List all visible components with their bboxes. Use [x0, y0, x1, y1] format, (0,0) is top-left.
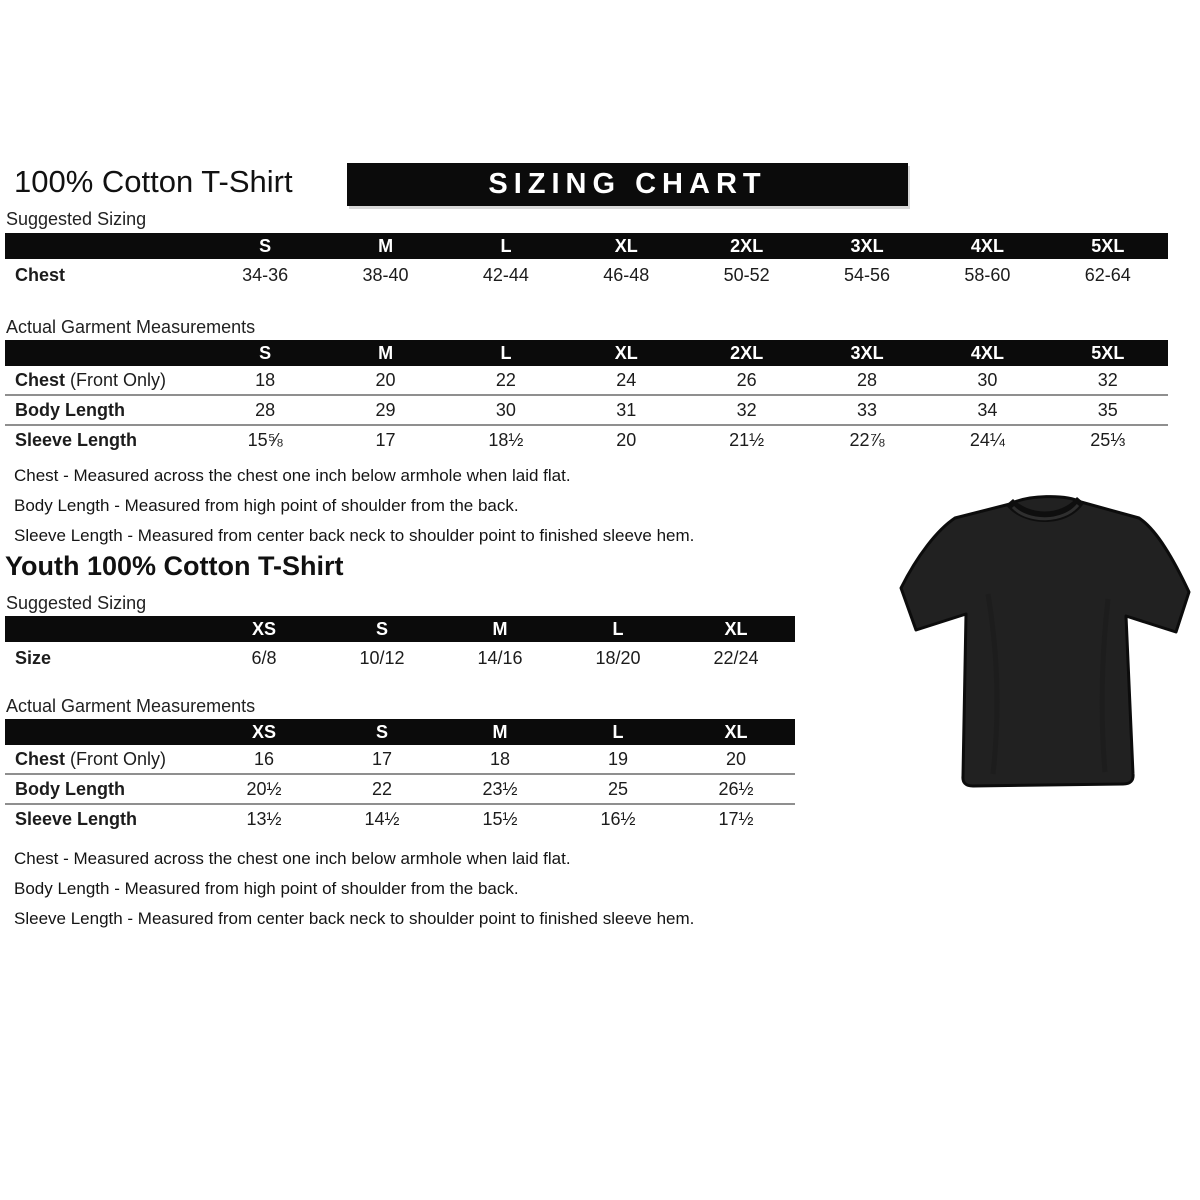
youth-actual-table	[5, 719, 795, 833]
cell-value: 14½	[364, 808, 400, 829]
size-column-header: 4XL	[970, 235, 1004, 256]
youth-actual-header-row	[5, 719, 795, 745]
size-column-header: XS	[251, 721, 276, 742]
cell-value: 24¼	[969, 429, 1005, 450]
cell-value: 38-40	[362, 264, 409, 285]
cell-value: 18	[489, 748, 511, 769]
size-column-header: S	[259, 342, 272, 363]
cell-value: 54-56	[844, 264, 891, 285]
table-row	[5, 803, 795, 833]
adult-section-title: 100% Cotton T-Shirt	[14, 164, 293, 199]
cell-value: 15½	[482, 808, 518, 829]
table-row	[5, 366, 1168, 394]
table-row	[5, 745, 795, 773]
cell-value: 35	[1097, 399, 1118, 420]
youth-actual-caption: Actual Garment Measurements	[6, 696, 256, 716]
tshirt-body	[901, 497, 1189, 786]
table-row	[5, 259, 1168, 291]
cell-value: 62-64	[1084, 264, 1131, 285]
sizing-chart-banner-label: SIZING CHART	[488, 168, 767, 200]
cell-value: 50-52	[723, 264, 770, 285]
youth-suggested-caption: Suggested Sizing	[6, 593, 147, 613]
size-column-header: M	[378, 235, 394, 256]
cell-value: 25	[607, 778, 629, 799]
row-label: Chest (Front Only)	[15, 748, 167, 769]
cell-value: 31	[616, 399, 637, 420]
cell-value: 22	[495, 369, 516, 390]
cell-value: 17½	[718, 808, 754, 829]
size-column-header: 4XL	[970, 342, 1004, 363]
size-column-header: 5XL	[1091, 235, 1125, 256]
size-column-header: S	[375, 618, 388, 639]
cell-value: 6/8	[251, 647, 277, 668]
row-label: Body Length	[15, 399, 125, 420]
size-column-header: XS	[251, 618, 276, 639]
cell-value: 22⅞	[849, 429, 885, 450]
size-column-header: M	[492, 721, 508, 742]
cell-value: 58-60	[964, 264, 1011, 285]
cell-value: 18	[255, 369, 276, 390]
cell-value: 34	[977, 399, 998, 420]
cell-value: 22/24	[713, 647, 759, 668]
table-row	[5, 394, 1168, 424]
size-column-header: 3XL	[850, 342, 884, 363]
size-column-header: 5XL	[1091, 342, 1125, 363]
cell-value: 17	[371, 748, 393, 769]
cell-value: 24	[616, 369, 637, 390]
cell-value: 42-44	[482, 264, 529, 285]
size-column-header: L	[612, 721, 624, 742]
cell-value: 21½	[729, 429, 765, 450]
size-column-header: XL	[724, 618, 748, 639]
cell-value: 22	[371, 778, 393, 799]
cell-value: 29	[375, 399, 396, 420]
cell-value: 13½	[246, 808, 282, 829]
row-label: Sleeve Length	[15, 808, 138, 829]
note-line: Chest - Measured across the chest one inch below armhole when laid flat.	[14, 466, 571, 485]
cell-value: 30	[977, 369, 998, 390]
size-column-header: L	[612, 618, 624, 639]
row-label: Size	[15, 647, 52, 668]
row-label: Chest	[15, 264, 66, 285]
cell-value: 28	[857, 369, 878, 390]
note-line: Sleeve Length - Measured from center back neck to shoulder point to finished sleeve hem.	[14, 909, 695, 928]
size-column-header: 2XL	[730, 235, 764, 256]
adult-measurement-notes	[14, 461, 694, 551]
tshirt-image	[893, 474, 1200, 814]
cell-value: 46-48	[603, 264, 650, 285]
youth-measurement-notes	[14, 844, 694, 934]
size-column-header: 3XL	[850, 235, 884, 256]
adult-suggested-caption: Suggested Sizing	[6, 209, 147, 229]
cell-value: 20	[616, 429, 637, 450]
cell-value: 10/12	[359, 647, 405, 668]
table-row	[5, 642, 795, 674]
size-column-header: S	[259, 235, 272, 256]
cell-value: 26	[736, 369, 757, 390]
cell-value: 20½	[246, 778, 282, 799]
row-label: Sleeve Length	[15, 429, 138, 450]
cell-value: 16	[253, 748, 275, 769]
cell-value: 23½	[482, 778, 518, 799]
row-label: Chest (Front Only)	[15, 369, 167, 390]
cell-value: 19	[607, 748, 629, 769]
cell-value: 26½	[718, 778, 754, 799]
cell-value: 16½	[600, 808, 636, 829]
size-column-header: 2XL	[730, 342, 764, 363]
note-line: Chest - Measured across the chest one inch below armhole when laid flat.	[14, 849, 571, 868]
cell-value: 32	[1097, 369, 1118, 390]
note-line: Body Length - Measured from high point of shoulder from the back.	[14, 496, 519, 515]
size-column-header: XL	[614, 235, 638, 256]
cell-value: 28	[255, 399, 276, 420]
cell-value: 25⅓	[1090, 429, 1126, 450]
cell-value: 18/20	[595, 647, 641, 668]
youth-section-title: Youth 100% Cotton T-Shirt	[5, 551, 344, 581]
cell-value: 30	[495, 399, 516, 420]
youth-suggested-header-row	[5, 616, 795, 642]
size-column-header: L	[500, 235, 512, 256]
tshirt-graphic	[893, 474, 1200, 814]
adult-suggested-table	[5, 233, 1168, 291]
size-column-header: L	[500, 342, 512, 363]
adult-actual-caption: Actual Garment Measurements	[6, 317, 256, 337]
adult-suggested-header-row	[5, 233, 1168, 259]
table-row	[5, 424, 1168, 454]
row-label: Body Length	[15, 778, 125, 799]
cell-value: 18½	[488, 429, 524, 450]
cell-value: 14/16	[477, 647, 523, 668]
cell-value: 15⅝	[247, 429, 283, 450]
size-column-header: S	[375, 721, 388, 742]
note-line: Body Length - Measured from high point of shoulder from the back.	[14, 879, 519, 898]
size-column-header: M	[492, 618, 508, 639]
cell-value: 33	[857, 399, 878, 420]
table-row	[5, 773, 795, 803]
size-column-header: XL	[614, 342, 638, 363]
cell-value: 32	[736, 399, 757, 420]
cell-value: 20	[725, 748, 747, 769]
youth-suggested-table	[5, 616, 795, 674]
adult-actual-table	[5, 340, 1168, 454]
note-line: Sleeve Length - Measured from center back neck to shoulder point to finished sleeve hem.	[14, 526, 695, 545]
sizing-chart-banner	[347, 163, 908, 206]
cell-value: 17	[375, 429, 396, 450]
adult-actual-header-row	[5, 340, 1168, 366]
size-column-header: XL	[724, 721, 748, 742]
cell-value: 34-36	[242, 264, 289, 285]
size-column-header: M	[378, 342, 394, 363]
cell-value: 20	[375, 369, 396, 390]
